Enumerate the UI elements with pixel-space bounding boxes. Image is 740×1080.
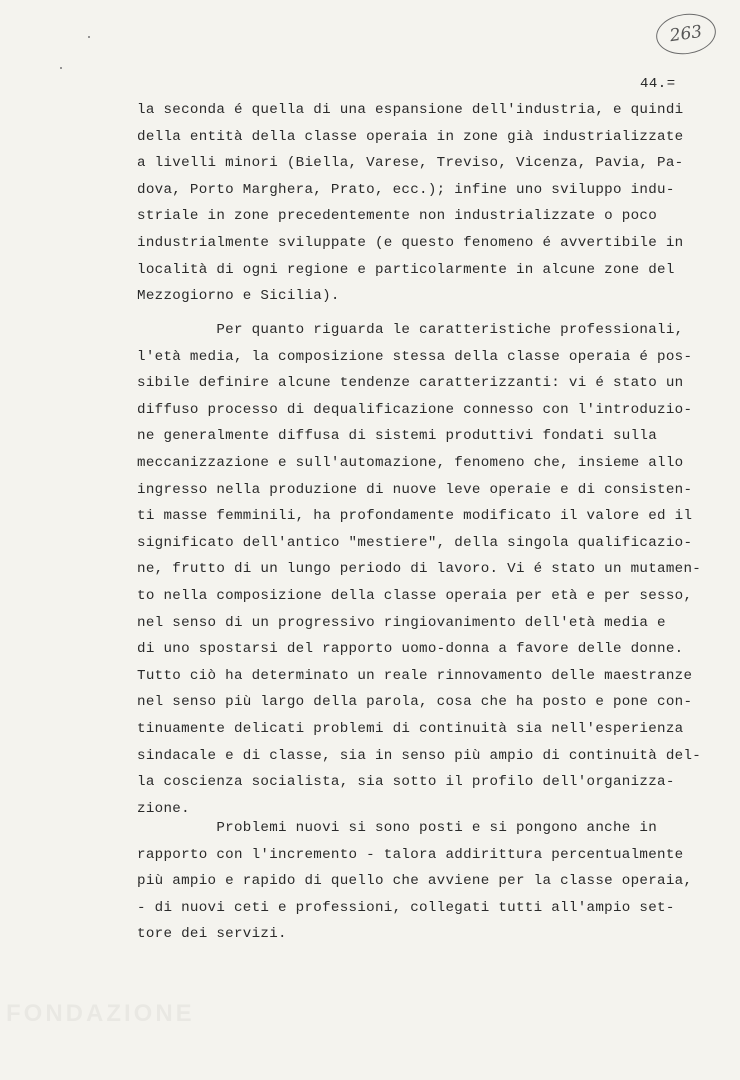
text-line: tore dei servizi.	[137, 926, 287, 943]
text-line: località di ogni regione e particolarmente in alcune zone del	[137, 261, 675, 278]
archive-stamp-number: 263	[668, 21, 704, 47]
text-line: diffuso processo di dequalificazione connesso con l'introduzio-	[137, 401, 693, 418]
text-line: rapporto con l'incremento - talora addirittura percentualmente	[137, 846, 684, 863]
text-line: tinuamente delicati problemi di continuità sia nell'esperienza	[137, 720, 684, 737]
text-line: la coscienza socialista, sia sotto il profilo dell'organizza-	[137, 774, 675, 791]
text-line: zione.	[137, 800, 190, 817]
text-line: - di nuovi ceti e professioni, collegati tutti all'ampio set-	[137, 899, 675, 916]
text-line: industrialmente sviluppate (e questo fenomeno é avvertibile in	[137, 234, 684, 251]
text-line: sindacale e di classe, sia in senso più ampio di continuità del-	[137, 747, 702, 764]
text-line: l'età media, la composizione stessa della classe operaia é pos-	[137, 348, 693, 365]
archive-watermark	[6, 1000, 195, 1028]
archive-stamp	[654, 10, 719, 58]
text-line: dova, Porto Marghera, Prato, ecc.); infine uno sviluppo indu-	[137, 181, 675, 198]
text-line: della entità della classe operaia in zone già industrializzate	[137, 128, 684, 145]
text-line: nel senso più largo della parola, cosa che ha posto e pone con-	[137, 694, 693, 711]
text-line: la seconda é quella di una espansione dell'industria, e quindi	[137, 102, 684, 118]
text-line: ne, frutto di un lungo periodo di lavoro. Vi é stato un mutamen-	[137, 561, 702, 578]
text-line: ingresso nella produzione di nuove leve operaie e di consisten-	[137, 481, 693, 498]
text-line: striale in zone precedentemente non industrializzate o poco	[137, 208, 658, 225]
page-number: 44.=	[640, 76, 676, 92]
text-line: meccanizzazione e sull'automazione, fenomeno che, insieme allo	[137, 454, 684, 471]
text-line: nel senso di un progressivo ringiovanimento dell'età media e	[137, 614, 666, 631]
text-line: a livelli minori (Biella, Varese, Treviso, Vicenza, Pavia, Pa-	[137, 155, 684, 172]
text-line: to nella composizione della classe operaia per età e per sesso,	[137, 587, 693, 604]
text-line: più ampio e rapido di quello che avviene per la classe operaia,	[137, 873, 693, 890]
text-line: Tutto ciò ha determinato un reale rinnovamento delle maestranze	[137, 667, 693, 684]
paper-speck	[88, 36, 90, 38]
text-line: ti masse femminili, ha profondamente modificato il valore ed il	[137, 508, 693, 525]
paragraph-2	[137, 317, 717, 822]
text-line: Mezzogiorno e Sicilia).	[137, 288, 340, 305]
text-line: ne generalmente diffusa di sistemi produttivi fondati sulla	[137, 428, 658, 445]
text-line: sibile definire alcune tendenze caratterizzanti: vi é stato un	[137, 375, 684, 392]
paper-speck	[60, 67, 62, 69]
paragraph-1	[137, 97, 717, 310]
text-line: di uno spostarsi del rapporto uomo-donna a favore delle donne.	[137, 641, 684, 658]
text-line: Problemi nuovi si sono posti e si pongono anche in	[137, 820, 658, 836]
text-line: significato dell'antico "mestiere", della singola qualificazio-	[137, 534, 693, 551]
paragraph-3	[137, 815, 717, 948]
text-line: Per quanto riguarda le caratteristiche professionali,	[137, 322, 684, 338]
